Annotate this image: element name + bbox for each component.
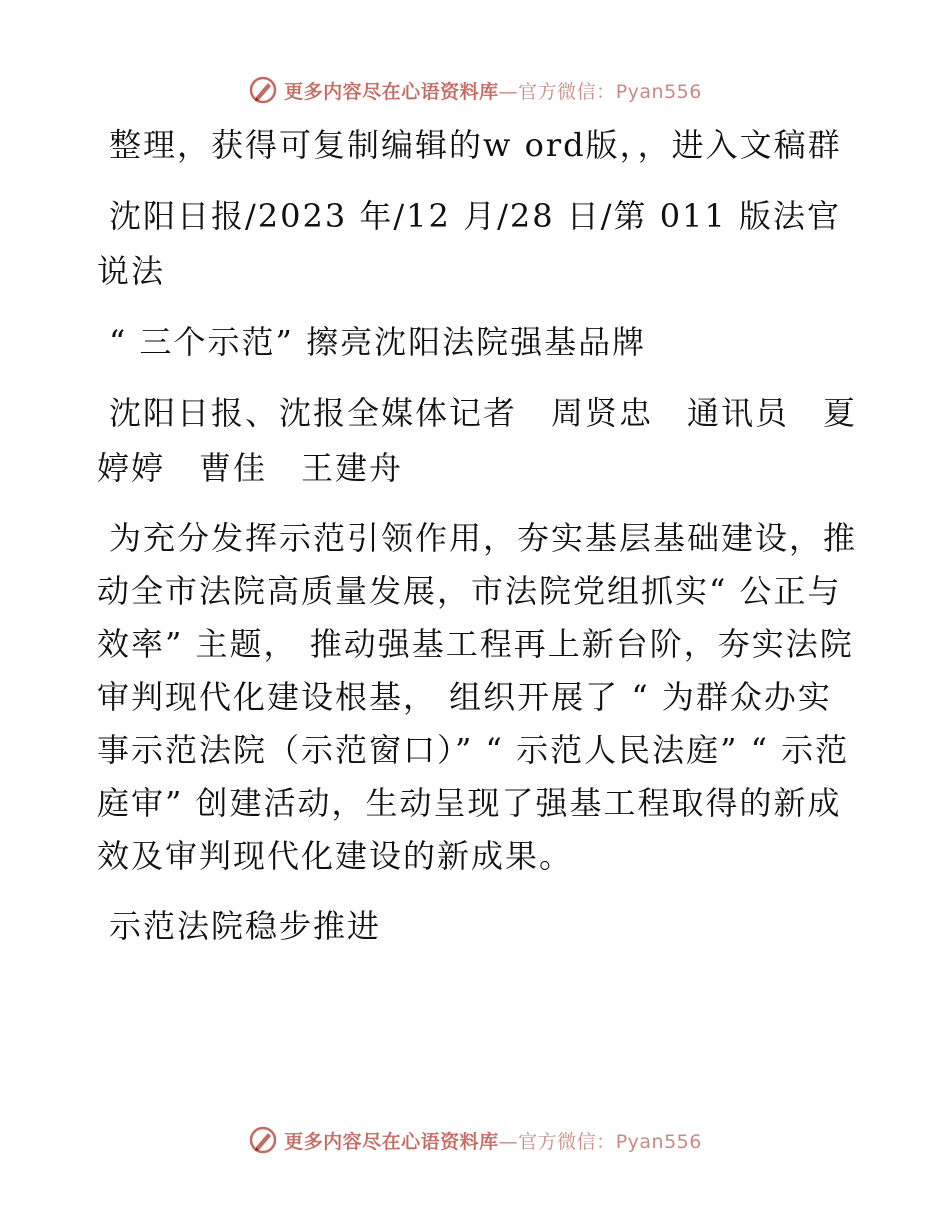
watermark-title: 更多内容尽在心语资料库 [284, 1130, 499, 1153]
watermark-label: —官方微信： [498, 1130, 616, 1153]
watermark-wechat-id: Pyan556 [615, 1130, 702, 1153]
article-headline: “ 三个示范” 擦亮沈阳法院强基品牌 [109, 323, 647, 361]
watermark-banner-bottom [0, 1120, 950, 1160]
watermark-text [284, 1127, 702, 1154]
watermark-text [284, 77, 702, 104]
section-subheading: 示范法院稳步推进 [109, 907, 382, 945]
watermark-banner-top [0, 70, 950, 110]
body-paragraph: 为充分发挥示范引领作用，夯实基层基础建设，推动全市法院高质量发展，市法院党组抓实“ 公正与效率” 主题， 推动强基工程再上新台阶，夯实法院审判现代化建设根基， 组织开展了 “ 为群众办实事示范法院（示范窗口）” “ 示范人民法庭” “ 示范庭审” 创建活动，生动呈现了强基工程取得的新成效及审判现代化建设的新成果。 [97, 519, 858, 875]
intro-paragraph: 整理，获得可复制编辑的w ord版，，进入文稿群 [109, 126, 842, 164]
pen-logo-icon [248, 1125, 278, 1155]
pen-logo-icon [248, 75, 278, 105]
watermark-wechat-id: Pyan556 [615, 80, 702, 103]
source-line: 沈阳日报/2023 年/12 月/28 日/第 011 版法官说法 [97, 197, 841, 290]
watermark-title: 更多内容尽在心语资料库 [284, 80, 499, 103]
byline: 沈阳日报、沈报全媒体记者 周贤忠 通讯员 夏婷婷 曹佳 王建舟 [97, 394, 858, 487]
watermark-label: —官方微信： [498, 80, 616, 103]
document-body [97, 118, 857, 970]
